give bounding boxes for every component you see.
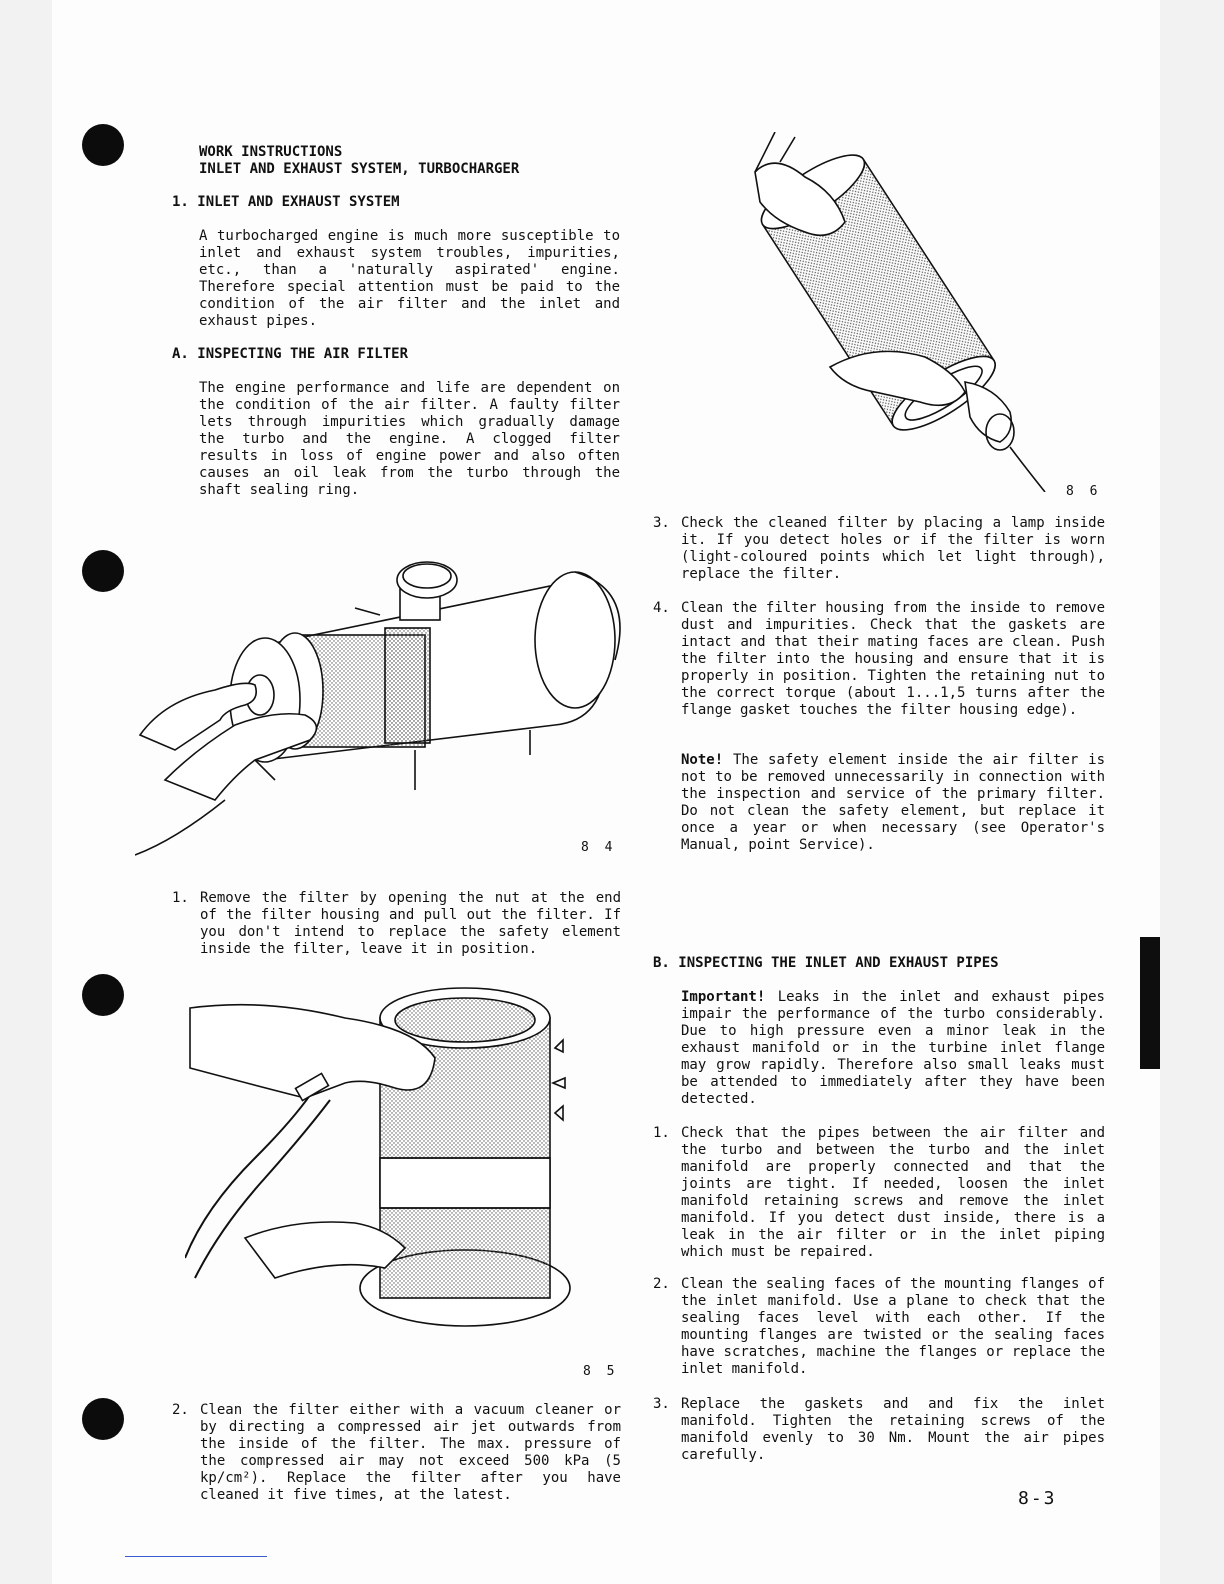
note-text: The safety element inside the air filter is not to be removed unnecessarily in connection with the inspection and service of the primary filter. Do not clean the safety element, but replace it once a year or when necessary (see Operator's Manual, point Service). — [681, 752, 1106, 853]
figure-86-lamp-check — [735, 132, 1065, 492]
bottom-rule — [125, 1556, 267, 1557]
section-a-text: The engine performance and life are dependent on the condition of the air filter. A faulty filter lets through impurities which gradually damage the turbo and the engine. A clogged filter results in loss of engine power and also often causes an oil leak from the turbo through the shaft sealing ring. — [199, 380, 620, 498]
note-label: Note! — [681, 752, 724, 768]
step-text: Clean the sealing faces of the mounting flanges of the inlet manifold. Use a plane to check that the sealing faces level with each other. If the mounting flanges are twisted or the sealing faces have scratches, machine the flanges or replace the inlet manifold. — [681, 1276, 1105, 1377]
section-a-step-3 — [653, 515, 1105, 585]
step-text: Remove the filter by opening the nut at the end of the filter housing and pull out the filter. If you don't intend to replace the safety element inside the filter, leave it in position. — [200, 890, 621, 957]
section-a-step-2 — [172, 1402, 621, 1502]
important-text: Leaks in the inlet and exhaust pipes impair the performance of the turbo considerably. Due to high pressure even a minor leak in the exhaust manifold or in the turbine inlet flange may grow rapidly. Therefore also small leaks must be attended to immediately after they have been detected. — [681, 989, 1105, 1107]
step-text: Replace the gaskets and and fix the inlet manifold. Tighten the retaining screws of the manifold evenly to 30 Nm. Mount the air pipes carefully. — [681, 1396, 1105, 1463]
page-number: 8-3 — [1018, 1488, 1057, 1509]
section-1-heading: 1. INLET AND EXHAUST SYSTEM — [172, 194, 400, 210]
punch-hole — [82, 550, 124, 592]
important-label: Important! — [681, 989, 766, 1005]
section-a-step-4 — [653, 600, 1105, 740]
section-b-step-1 — [653, 1125, 1105, 1260]
figure-84-caption: 8 4 — [581, 840, 617, 855]
section-1-text: A turbocharged engine is much more susceptible to inlet and exhaust system troubles, impurities, etc., than a 'naturally aspirated' engine. Therefore special attention must be paid to the condition of the air filter and the inlet and exhaust pipes. — [199, 228, 620, 329]
header-line-1: WORK INSTRUCTIONS — [199, 144, 343, 160]
section-b-heading: B. INSPECTING THE INLET AND EXHAUST PIPES — [653, 955, 999, 971]
step-number: 3. — [653, 1396, 670, 1412]
figure-84-filter-housing — [135, 550, 635, 860]
step-text: Check the cleaned filter by placing a lamp inside it. If you detect holes or if the filter is worn (light-coloured points which let light through), replace the filter. — [681, 515, 1105, 582]
punch-hole — [82, 974, 124, 1016]
step-number: 4. — [653, 600, 670, 616]
important-note — [681, 989, 1105, 1108]
step-number: 1. — [653, 1125, 670, 1141]
step-number: 3. — [653, 515, 670, 531]
safety-note — [681, 752, 1105, 854]
step-text: Clean the filter housing from the inside to remove dust and impurities. Check that the gaskets are intact and that their mating faces are clean. Push the filter into the housing and ensure that it is properly in position. Tighten the retaining nut to the correct torque (about 1...1,5 turns after the flange gasket touches the filter housing edge). — [681, 600, 1105, 718]
document-header — [199, 144, 619, 178]
step-number: 2. — [653, 1276, 670, 1292]
step-number: 1. — [172, 890, 189, 906]
step-text: Clean the filter either with a vacuum cleaner or by directing a compressed air jet outwards from the inside of the filter. The max. pressure of the compressed air may not exceed 500 kPa (5 kp/cm²). Replace the filter after you have cleaned it five times, at the latest. — [200, 1402, 621, 1503]
figure-85-filter-cleaning — [185, 978, 605, 1358]
punch-hole — [82, 124, 124, 166]
header-line-2: INLET AND EXHAUST SYSTEM, TURBOCHARGER — [199, 161, 520, 177]
section-tab-marker — [1140, 937, 1160, 1069]
section-b-step-3 — [653, 1396, 1105, 1466]
section-a-heading: A. INSPECTING THE AIR FILTER — [172, 346, 409, 362]
punch-hole — [82, 1398, 124, 1440]
step-number: 2. — [172, 1402, 189, 1418]
step-text: Check that the pipes between the air filter and the turbo and between the turbo and the inlet manifold are properly connected and that the joints are tight. If needed, loosen the inlet manifold retaining screws and remove the inlet manifold. If you detect dust inside, there is a leak in the air filter or in the inlet piping which must be repaired. — [681, 1125, 1105, 1260]
section-b-step-2 — [653, 1276, 1105, 1381]
figure-85-caption: 8 5 — [583, 1364, 619, 1379]
section-a-step-1 — [172, 890, 621, 970]
figure-86-caption: 8 6 — [1066, 484, 1102, 499]
